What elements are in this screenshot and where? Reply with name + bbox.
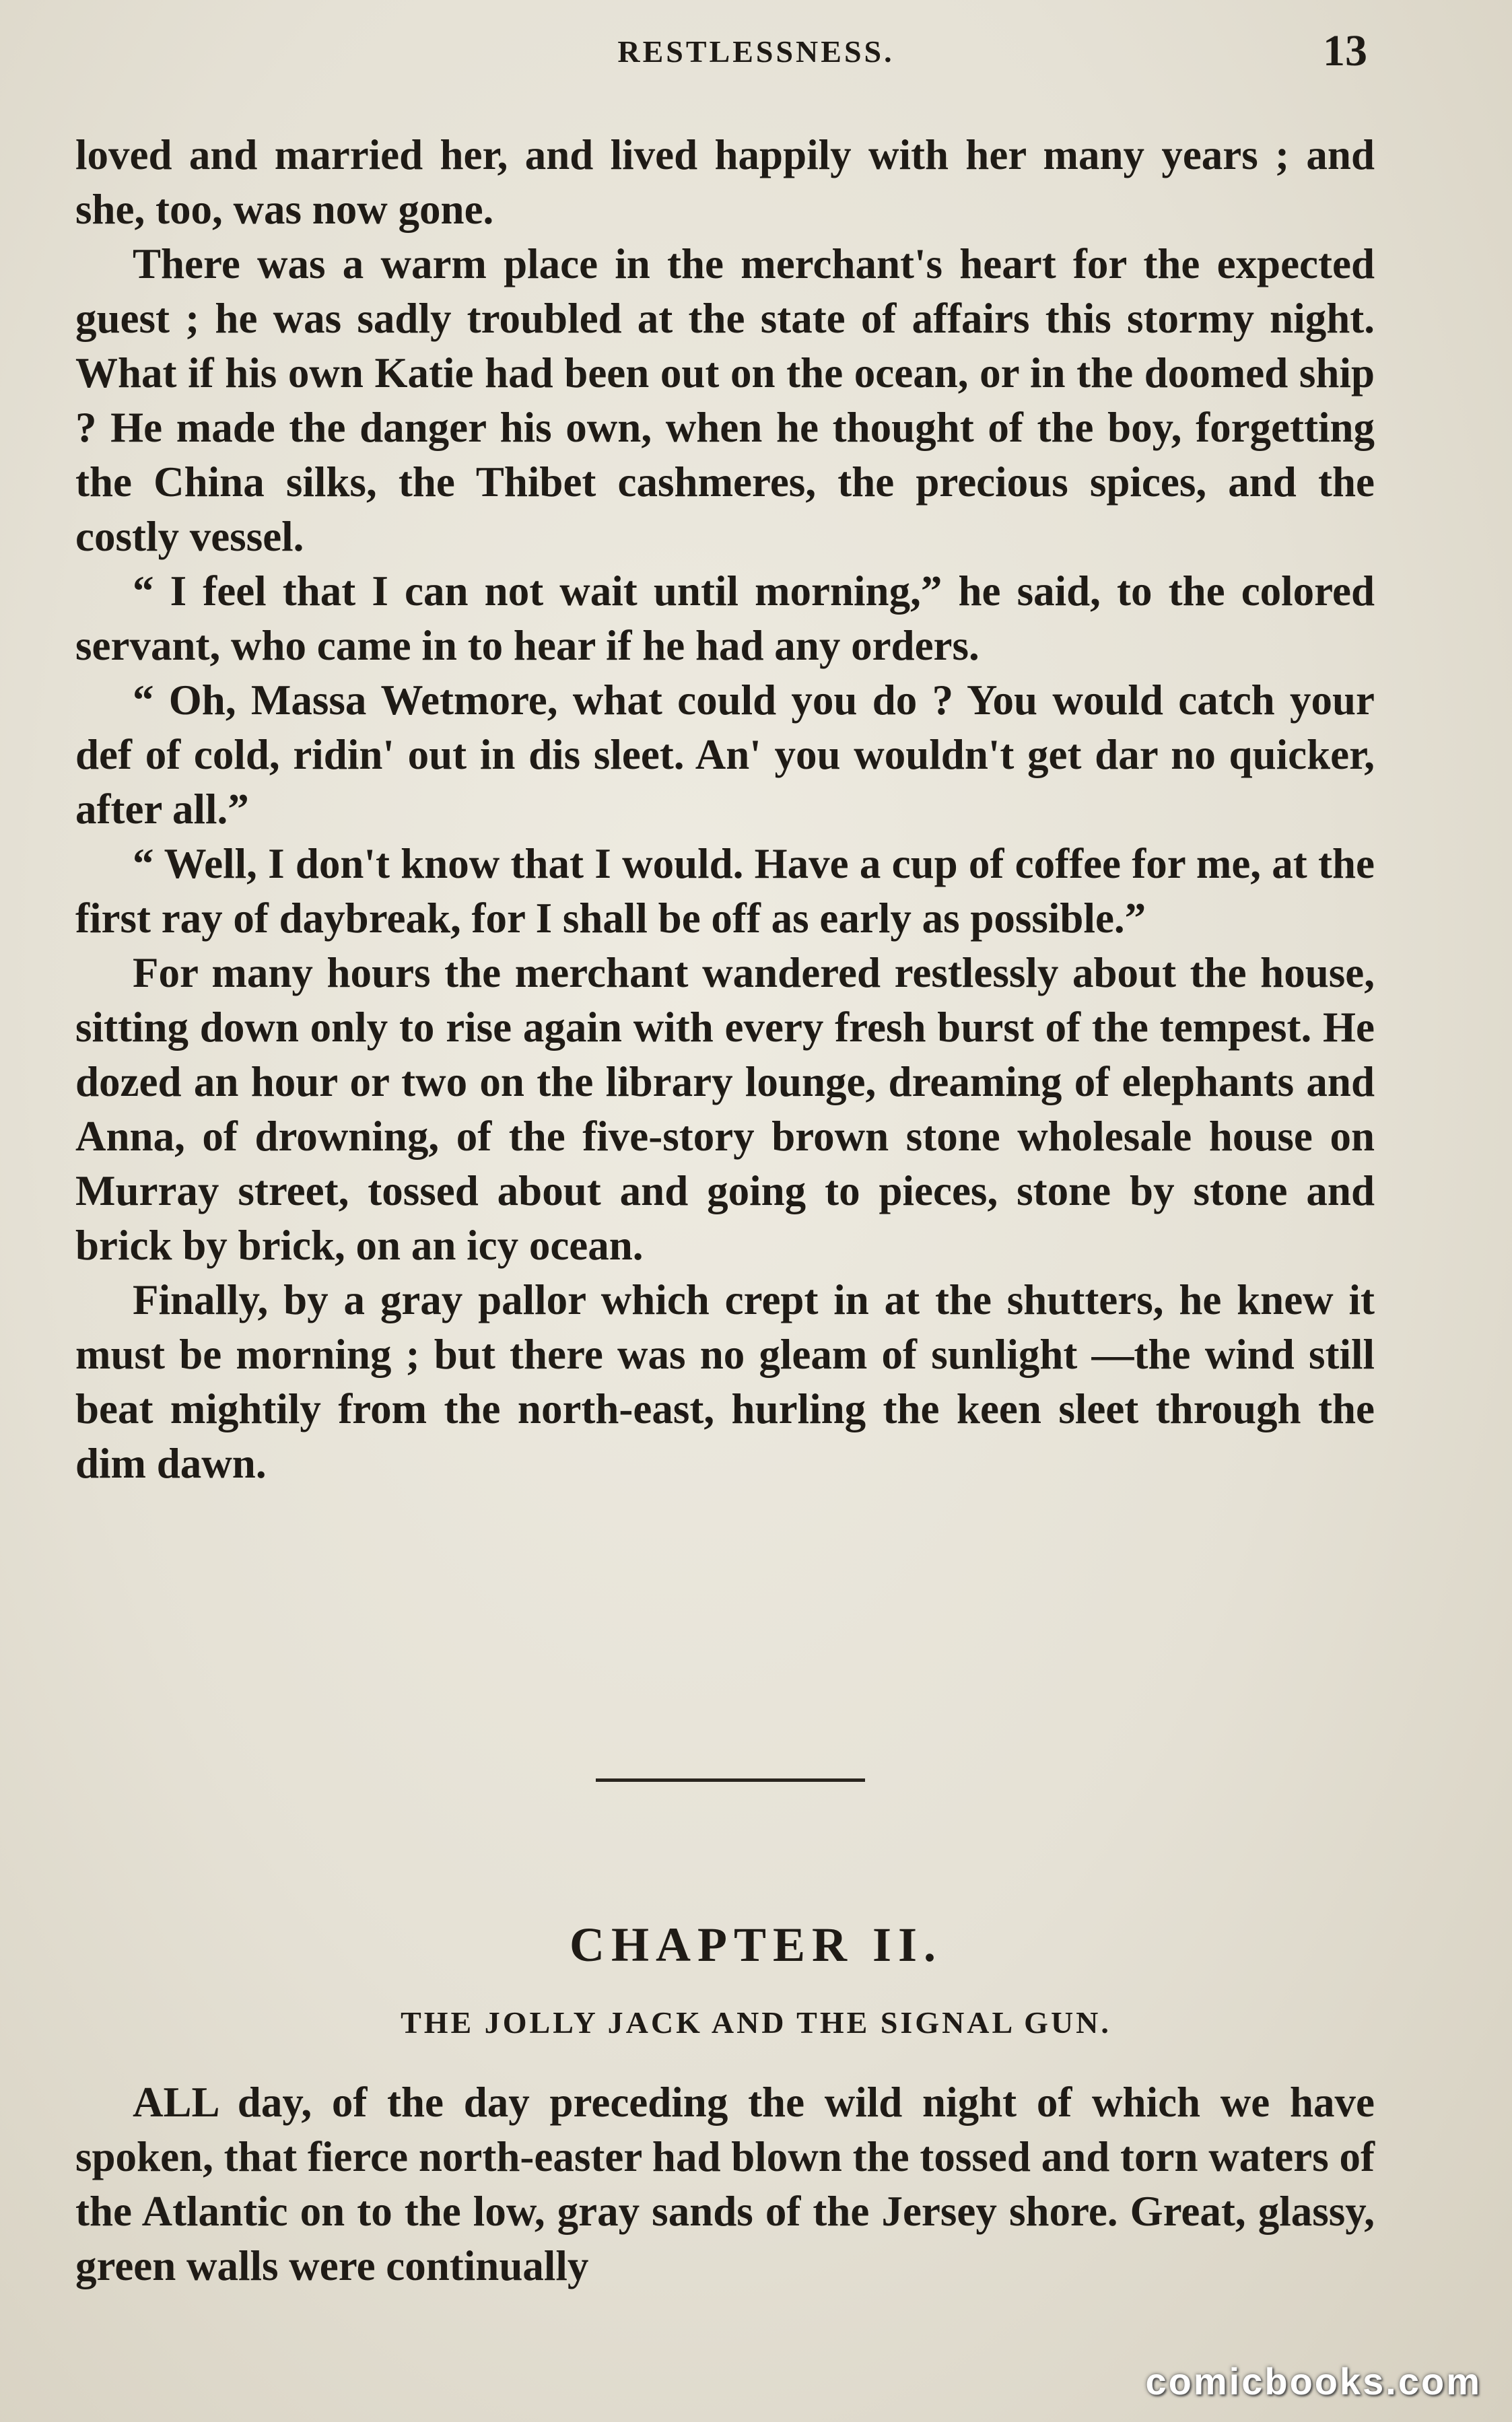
- page-number: 13: [1323, 26, 1367, 75]
- paragraph: “ Well, I don't know that I would. Have a cup of coffee for me, at the first ray of daybreak, for I shall be off as early as possible.”: [75, 840, 1375, 942]
- chapter-opening-paragraph: ALL day, of the day preceding the wild night of which we have spoken, that fierce north-easter had blown the tossed and torn waters of the Atlantic on to the low, gray sands of the Jersey shore. Great, glassy, green walls were continually: [75, 2079, 1375, 2289]
- chapter-title: CHAPTER II.: [569, 1918, 943, 1972]
- running-title: RESTLESSNESS.: [617, 34, 895, 69]
- chapter-text: [75, 2075, 1375, 2293]
- paragraph: For many hours the merchant wandered restlessly about the house, sitting down only to rise again with every fresh burst of the tempest. He dozed an hour or two on the library lounge, dreaming of elephants and Anna, of drowning, of the five-story brown stone wholesale house on Murray street, tossed about and going to pieces, stone by stone and brick by brick, on an icy ocean.: [75, 949, 1375, 1269]
- paragraph: There was a warm place in the merchant's heart for the expected guest ; he was sadly troubled at the state of affairs this stormy night. What if his own Katie had been out on the ocean, or in the doomed ship ? He made the danger his own, when he thought of the boy, forgetting the China silks, the Thibet cashmeres, the precious spices, and the costly vessel.: [75, 240, 1375, 560]
- body-text: [75, 128, 1375, 1491]
- running-head: [0, 26, 1512, 79]
- section-divider: [596, 1778, 865, 1782]
- paragraph: loved and married her, and lived happily with her many years ; and she, too, was now gone.: [75, 131, 1375, 233]
- watermark: comicbooks.com: [1145, 2360, 1482, 2402]
- paragraph: Finally, by a gray pallor which crept in at the shutters, he knew it must be morning ; but there was no gleam of sunlight —the wind still beat mightily from the north-east, hurling the keen sleet through the dim dawn.: [75, 1276, 1375, 1487]
- paragraph: “ I feel that I can not wait until morning,” he said, to the colored servant, who came in to hear if he had any orders.: [75, 567, 1375, 669]
- chapter-subtitle: THE JOLLY JACK AND THE SIGNAL GUN.: [401, 2005, 1111, 2040]
- paragraph: “ Oh, Massa Wetmore, what could you do ? You would catch your def of cold, ridin' out in dis sleet. An' you wouldn't get dar no quicker, after all.”: [75, 677, 1375, 833]
